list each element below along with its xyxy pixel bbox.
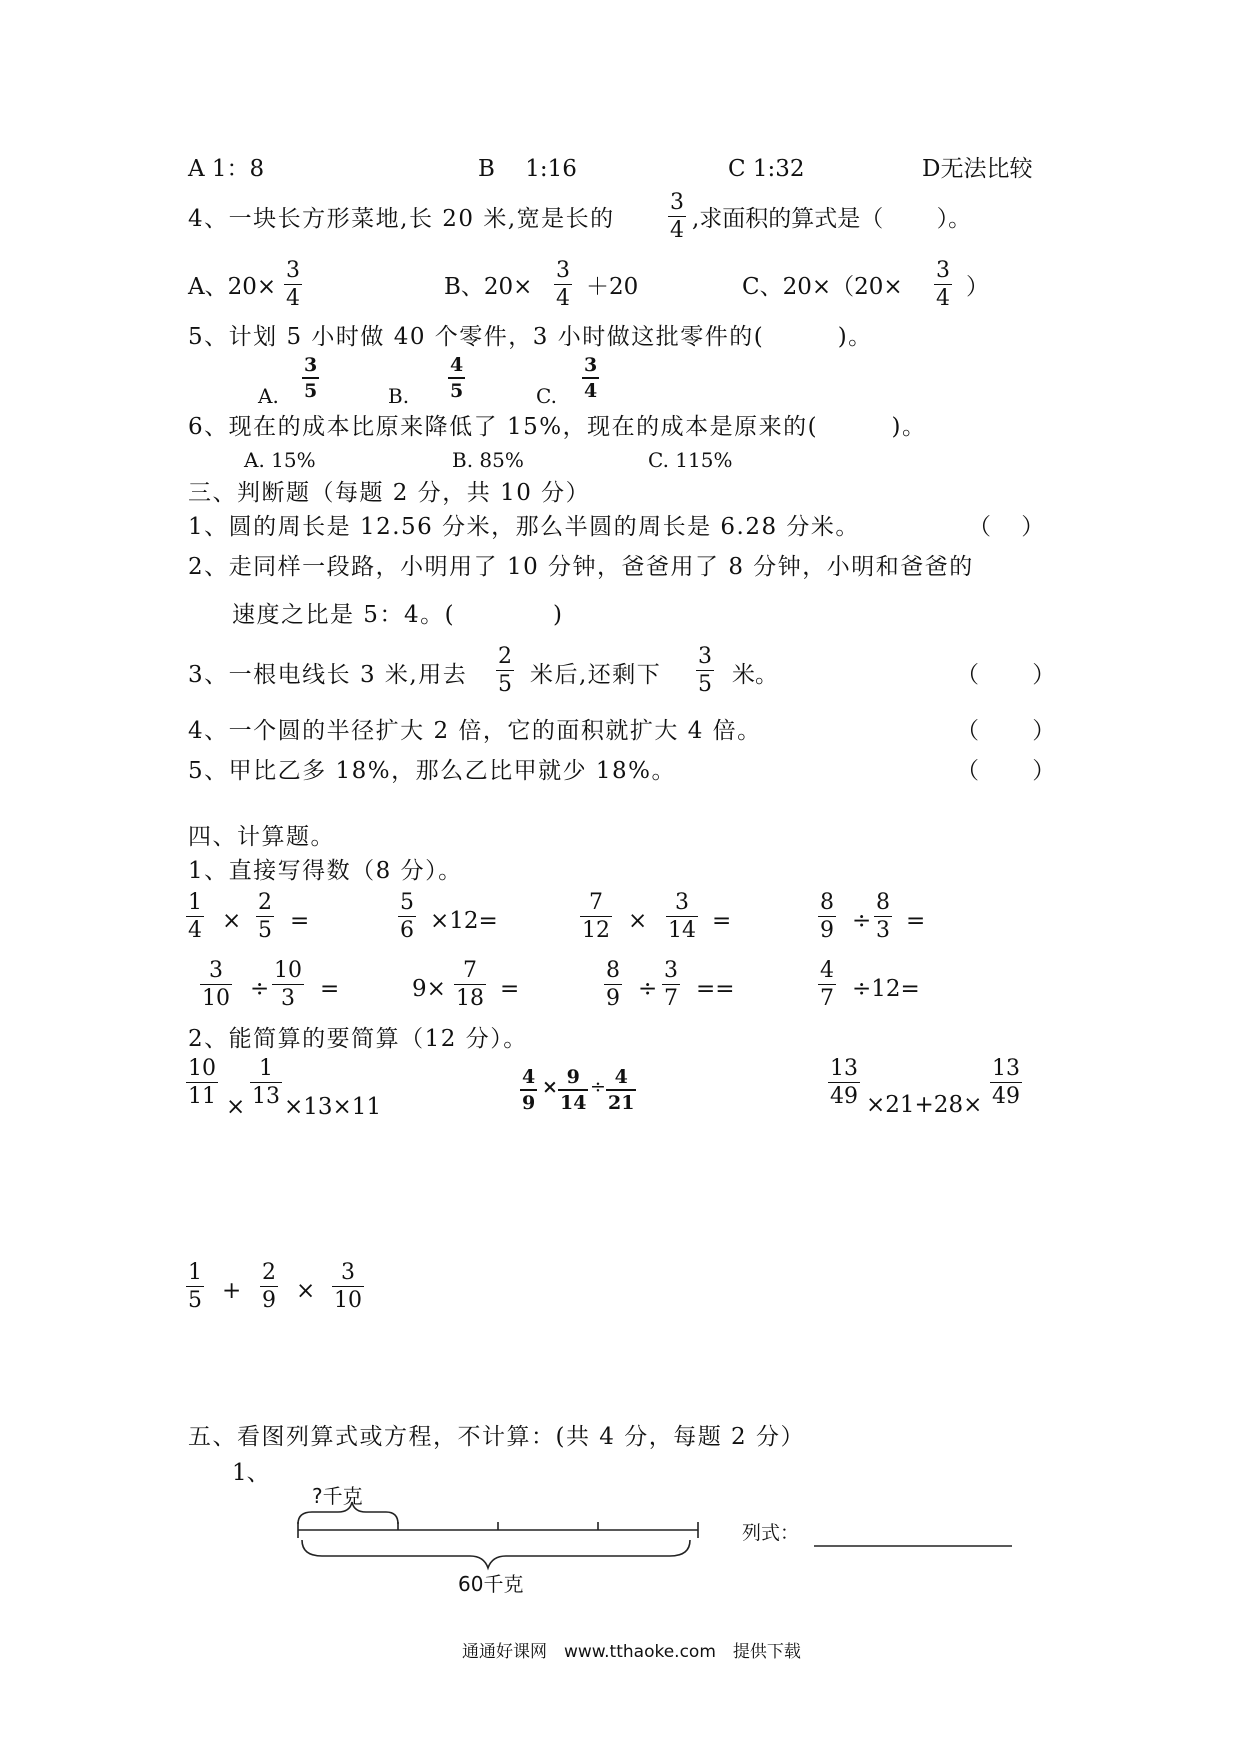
calc2-f2: $\frac{9}{14}$ — [560, 1066, 587, 1114]
r2-e1-f1: $\frac{3}{10}$ — [202, 958, 230, 1011]
calc2-op2: ÷ — [590, 1076, 606, 1098]
q3-option-a: A 1：8 — [188, 156, 265, 182]
calc4-f3: $\frac{3}{10}$ — [334, 1260, 362, 1313]
calc3-mid: ×21+28× — [866, 1092, 983, 1118]
section5-title: 五、看图列算式或方程，不计算：(共 4 分，每题 2 分） — [188, 1424, 805, 1450]
calc1-tail: ×13×11 — [284, 1094, 382, 1120]
r1-e1-tail: = — [290, 908, 310, 934]
r1-e1-op: × — [222, 908, 242, 934]
q4-option-c-tail: ） — [966, 274, 989, 300]
q6-option-c: C. 115% — [648, 448, 733, 472]
q5-option-b-label: B. — [388, 384, 410, 408]
judge-3-fraction-1: $\frac{2}{5}$ — [498, 644, 512, 697]
answer-label: 列式： — [742, 1522, 800, 1544]
q5-option-a-label: A. — [258, 384, 279, 408]
q3-option-d: D无法比较 — [922, 156, 1033, 182]
r1-e4-tail: = — [906, 908, 926, 934]
calc2-f3: $\frac{4}{21}$ — [608, 1066, 635, 1114]
q4-text: 4、一块长方形菜地,长 20 米,宽是长的 — [188, 206, 615, 232]
calc4-f1: $\frac{1}{5}$ — [188, 1260, 202, 1313]
r2-e3-op: ÷ — [638, 976, 658, 1002]
section4-sub2: 2、能简算的要简算（12 分）。 — [188, 1026, 528, 1052]
r1-e3-op: × — [628, 908, 648, 934]
judge-3-fraction-2: $\frac{3}{5}$ — [698, 644, 712, 697]
r2-e3-f2: $\frac{3}{7}$ — [664, 958, 678, 1011]
top-brace — [298, 1502, 398, 1524]
section4-sub1: 1、直接写得数（8 分）。 — [188, 858, 463, 884]
judge-3-mid: 米后,还剩下 — [530, 662, 662, 688]
calc2-f1: $\frac{4}{9}$ — [522, 1066, 536, 1114]
r1-e3-tail: = — [712, 908, 732, 934]
calc3-f1: $\frac{13}{49}$ — [830, 1056, 858, 1109]
judge-4-paren: （ ） — [956, 718, 1056, 744]
calc1-op: × — [226, 1094, 246, 1120]
r2-e1-tail: = — [320, 976, 340, 1002]
section4-title: 四、计算题。 — [188, 824, 335, 850]
judge-2-cont: 速度之比是 5：4。( ) — [232, 602, 564, 628]
q3-option-b: B 1:16 — [478, 156, 577, 182]
calc2-op1: × — [542, 1076, 558, 1098]
q5-option-c-label: C. — [536, 384, 557, 408]
judge-3-paren: （ ） — [956, 662, 1056, 688]
q3-option-c: C 1:32 — [728, 156, 805, 182]
judge-5-text: 5、甲比乙多 18%，那么乙比甲就少 18%。 — [188, 758, 676, 784]
r1-e1-f2: $\frac{2}{5}$ — [258, 890, 272, 943]
r1-e4-op: ÷ — [852, 908, 872, 934]
calc1-f1: $\frac{10}{11}$ — [188, 1056, 216, 1109]
r1-e4-f1: $\frac{8}{9}$ — [820, 890, 834, 943]
diagram-bottom-label: 60千克 — [458, 1572, 524, 1596]
r1-e2-f1: $\frac{5}{6}$ — [400, 890, 414, 943]
judge-3-pre: 3、一根电线长 3 米,用去 — [188, 662, 468, 688]
q4-option-a-fraction: $\frac{3}{4}$ — [286, 258, 300, 311]
q6-text: 6、现在的成本比原来降低了 15%，现在的成本是原来的( )。 — [188, 414, 927, 440]
r1-e1-f1: $\frac{1}{4}$ — [188, 890, 202, 943]
r1-e2-tail: ×12= — [430, 908, 498, 934]
q5-option-c-fraction: $\frac{3}{4}$ — [584, 354, 598, 402]
q6-option-a: A. 15% — [244, 448, 316, 472]
judge-1-text: 1、圆的周长是 12.56 分米，那么半圆的周长是 6.28 分米。 — [188, 514, 860, 540]
q6-option-b: B. 85% — [452, 448, 524, 472]
r1-e3-f2: $\frac{3}{14}$ — [668, 890, 696, 943]
judge-2-text: 2、走同样一段路，小明用了 10 分钟，爸爸用了 8 分钟，小明和爸爸的 — [188, 554, 974, 580]
r1-e3-f1: $\frac{7}{12}$ — [582, 890, 610, 943]
judge-3-post: 米。 — [732, 662, 778, 688]
footer: 通通好课网 www.tthaoke.com 提供下载 — [462, 1642, 801, 1662]
section3-title: 三、判断题（每题 2 分，共 10 分） — [188, 480, 591, 506]
judge-5-paren: （ ） — [956, 758, 1056, 784]
r2-e2-f1: $\frac{7}{18}$ — [456, 958, 484, 1011]
section5-item1: 1、 — [232, 1460, 270, 1486]
judge-1-paren: （ ） — [968, 514, 1045, 540]
calc4-op1: + — [222, 1278, 242, 1304]
q4-option-a: A、20× — [188, 274, 277, 300]
bottom-brace — [302, 1540, 690, 1568]
r2-e3-f1: $\frac{8}{9}$ — [606, 958, 620, 1011]
judge-4-text: 4、一个圆的半径扩大 2 倍，它的面积就扩大 4 倍。 — [188, 718, 762, 744]
q5-option-b-fraction: $\frac{4}{5}$ — [450, 354, 464, 402]
r2-e1-op: ÷ — [250, 976, 270, 1002]
q4-option-c: C、20×（20× — [742, 274, 903, 300]
r2-e4-f1: $\frac{4}{7}$ — [820, 958, 834, 1011]
q5-text: 5、计划 5 小时做 40 个零件，3 小时做这批零件的( )。 — [188, 324, 873, 350]
calc4-op2: × — [296, 1278, 316, 1304]
q4-text-after: ,求面积的算式是（ ）。 — [692, 206, 972, 232]
q4-fraction: $\frac{3}{4}$ — [670, 190, 684, 243]
r2-e3-tail: == — [696, 976, 735, 1002]
calc3-f2: $\frac{13}{49}$ — [992, 1056, 1020, 1109]
r2-e1-f2: $\frac{10}{3}$ — [274, 958, 302, 1011]
q4-option-c-fraction: $\frac{3}{4}$ — [936, 258, 950, 311]
calc4-f2: $\frac{2}{9}$ — [262, 1260, 276, 1313]
q4-option-b-tail: ＋20 — [586, 274, 639, 300]
q4-option-b: B、20× — [444, 274, 533, 300]
r1-e4-f2: $\frac{8}{3}$ — [876, 890, 890, 943]
q5-option-a-fraction: $\frac{3}{5}$ — [304, 354, 318, 402]
q4-option-b-fraction: $\frac{3}{4}$ — [556, 258, 570, 311]
diagram-top-label: ?千克 — [312, 1484, 363, 1508]
r2-e2-tail: = — [500, 976, 520, 1002]
r2-e2-pre: 9× — [412, 976, 446, 1002]
calc1-f2: $\frac{1}{13}$ — [252, 1056, 280, 1109]
r2-e4-tail: ÷12= — [852, 976, 920, 1002]
